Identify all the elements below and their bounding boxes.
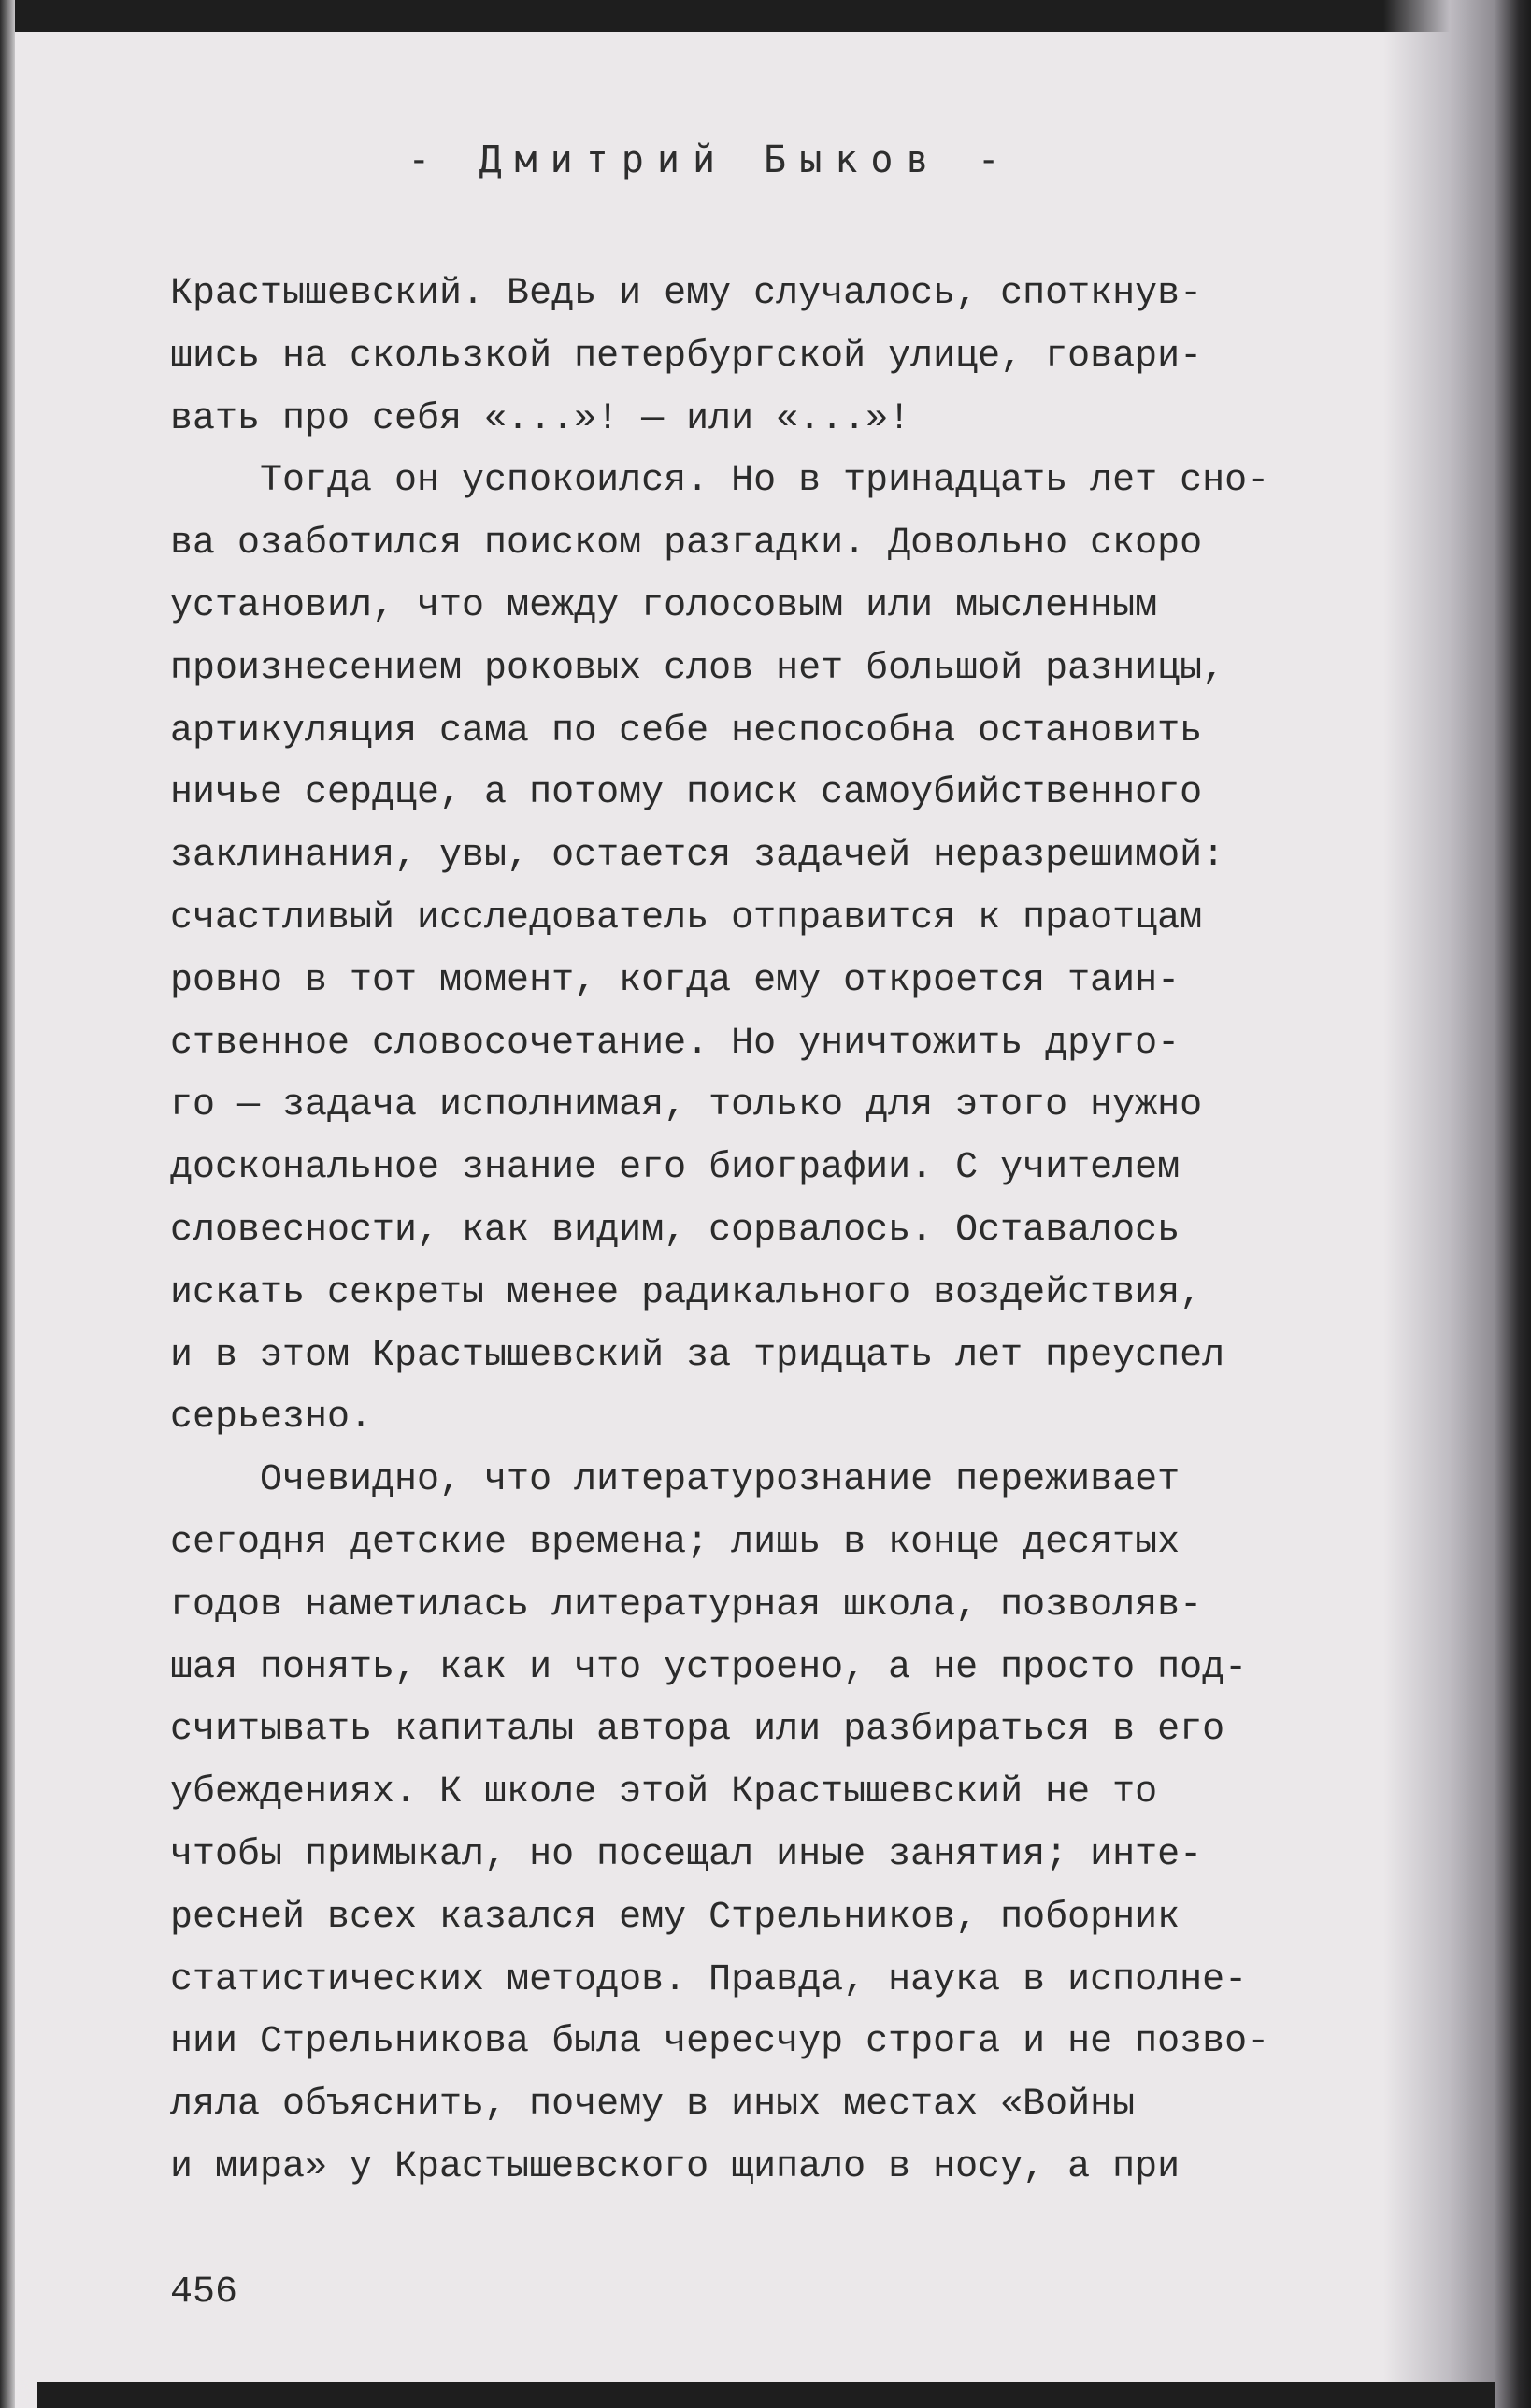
text-line: произнесением роковых слов нет большой разницы, (170, 647, 1225, 690)
text-line: артикуляция сама по себе неспособна остановить (170, 710, 1203, 752)
text-line: искать секреты менее радикального воздействия, (170, 1271, 1203, 1314)
text-line: заклинания, увы, остается задачей неразрешимой: (170, 835, 1225, 878)
text-line: шись на скользкой петербургской улице, говари- (170, 335, 1203, 378)
text-line: словесности, как видим, сорвалось. Оставалось (170, 1209, 1180, 1252)
text-line: счастливый исследователь отправится к праотцам (170, 896, 1203, 939)
text-line: чтобы примыкал, но посещал иные занятия; инте- (170, 1833, 1203, 1876)
text-line: ва озаботился поиском разгадки. Довольно скоро (170, 523, 1203, 566)
text-line: и в этом Крастышевский за тридцать лет преуспел (170, 1334, 1225, 1377)
text-line: шая понять, как и что устроено, а не просто под- (170, 1646, 1248, 1689)
body-text (170, 264, 1423, 2200)
page-top-edge (0, 0, 1495, 32)
text-line: установил, что между голосовым или мысленным (170, 584, 1158, 627)
text-line: и мира» у Крастышевского щипало в носу, а при (170, 2145, 1180, 2188)
text-line: ственное словосочетание. Но уничтожить друго- (170, 1022, 1180, 1065)
running-head: - Дмитрий Быков - (408, 138, 1013, 181)
text-line: убеждениях. К школе этой Крастышевский не то (170, 1771, 1158, 1814)
text-line: ровно в тот момент, когда ему откроется таин- (170, 959, 1180, 1002)
text-line: ничье сердце, а потому поиск самоубийственного (170, 772, 1203, 815)
text-line: годов наметилась литературная школа, позволяв- (170, 1584, 1203, 1627)
text-line: доскональное знание его биографии. С учителем (170, 1147, 1180, 1190)
text-line: ресней всех казался ему Стрельников, поборник (170, 1896, 1180, 1939)
text-line: го — задача исполнимая, только для этого нужно (170, 1084, 1203, 1127)
text-line: ляла объяснить, почему в иных местах «Войны (170, 2084, 1136, 2127)
text-line: вать про себя «...»! — или «...»! (170, 397, 911, 440)
text-line: Очевидно, что литературознание переживает (170, 1459, 1180, 1502)
text-line: серьезно. (170, 1397, 373, 1440)
page-left-edge (0, 0, 15, 2408)
text-line: Крастышевский. Ведь и ему случалось, споткнув- (170, 273, 1203, 315)
text-line: статистических методов. Правда, наука в исполне- (170, 1958, 1248, 2001)
page-bottom-edge (37, 2382, 1495, 2408)
text-line: сегодня детские времена; лишь в конце десятых (170, 1521, 1180, 1564)
text-line: Тогда он успокоился. Но в тринадцать лет сно- (170, 460, 1270, 503)
text-line: нии Стрельникова была чересчур строга и не позво- (170, 2021, 1270, 2064)
text-line: считывать капиталы автора или разбираться в его (170, 1709, 1225, 1752)
page-number: 456 (170, 2272, 238, 2314)
